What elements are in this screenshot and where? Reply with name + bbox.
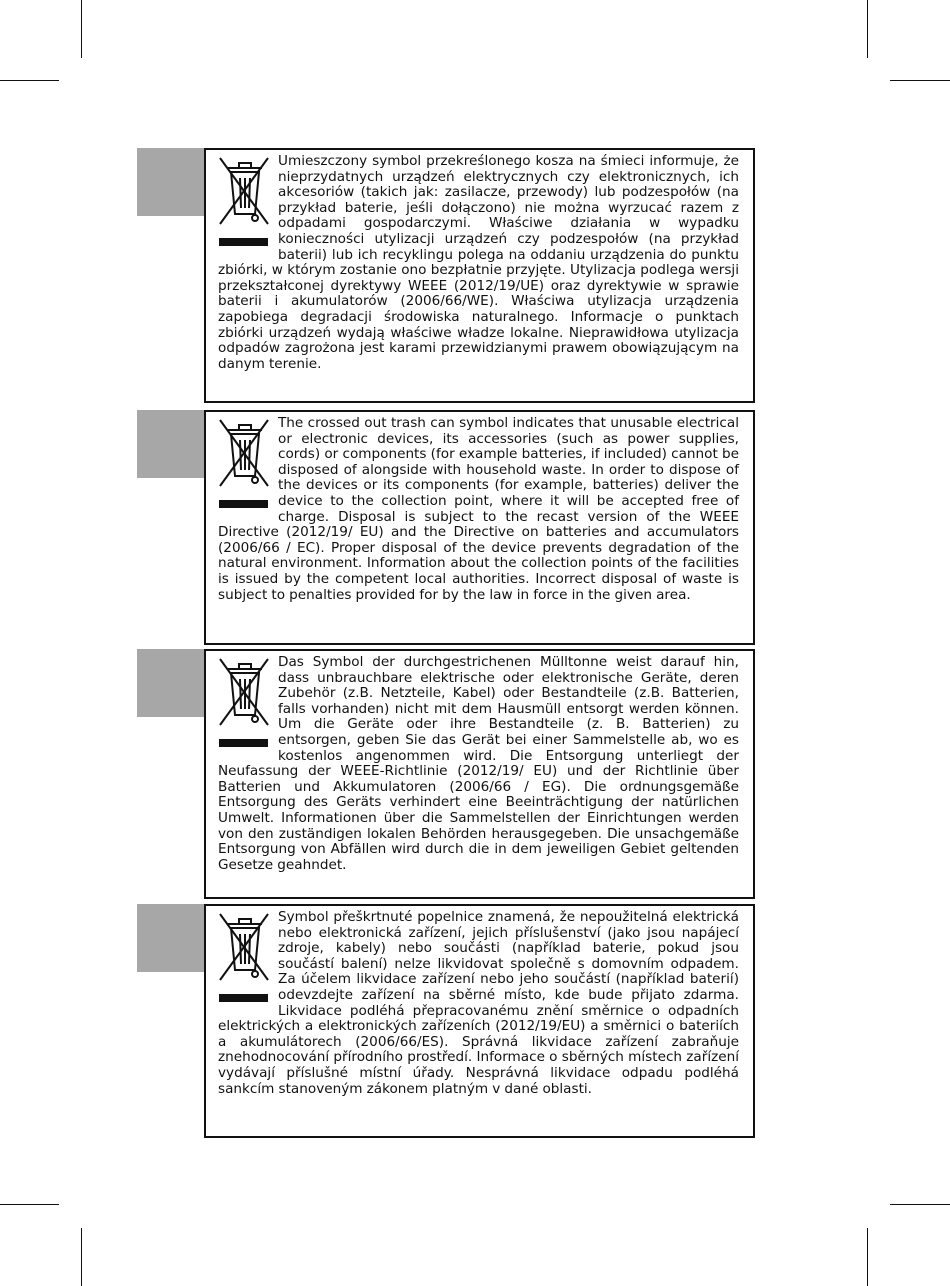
- notice-text: The crossed out trash can symbol indicates that unusable electrical or electronic devices, its accessories (such as power supplies, cords) or components (for example batteries, if included) cannot be disposed of alongside with household waste. In order to dispose of the devices or its components (for example, batteries) deliver the device to the collection point, where it will be accepted free of charge. Disposal is subject to the recast version of the WEEE Directive (2012/19/ EU) and the Directive on batteries and accumulators (2006/66 / EC). Proper disposal of the device prevents degradation of the natural environment. Information about the collection points of the facilities is issued by the competent local authorities. Incorrect disposal of waste is subject to penalties provided for by the law in force in the given area.: [218, 415, 739, 603]
- weee-icon: [218, 416, 274, 510]
- crop-mark: [867, 0, 868, 58]
- weee-icon: [218, 154, 274, 248]
- crop-mark: [867, 1228, 868, 1286]
- crop-mark: [81, 0, 82, 58]
- weee-icon: [218, 910, 274, 1004]
- notice-text: Symbol přeškrtnuté popelnice znamená, že nepoužitelná elektrická nebo elektronická zařízení, jejich příslušenství (jako jsou napájecí zdroje, kabely) nebo součásti (například baterie, pokud jsou součástí balení) nelze likvidovat společně s domovním odpadem. Za účelem likvidace zařízení nebo jeho součástí (například baterií) odevzdejte zařízení na sběrné místo, kde bude přijato zdarma. Likvidace podléhá přepracovanému znění směrnice o odpadních elektrických a elektronických zařízeních (2012/19/EU) a směrnici o bateriích a akumulátorech (2006/66/ES). Správná likvidace zařízení zabraňuje znehodnocování přírodního prostředí. Informace o sběrných místech zařízení vydávají příslušné místní úřady. Nesprávná likvidace odpadu podléhá sankcím stanoveným zákonem platným v dané oblasti.: [218, 909, 739, 1097]
- crop-mark: [0, 80, 59, 81]
- language-tab: [137, 410, 205, 478]
- notice-box-en: [204, 410, 755, 645]
- notice-text: Umieszczony symbol przekreślonego kosza na śmieci informuje, że nieprzydatnych urządzeń elektrycznych czy elektronicznych, ich akcesoriów (takich jak: zasilacze, przewody) lub podzespołów (na przykład baterie, jeśli dołączono) nie można wyrzucać razem z odpadami gospodarczymi. Właściwe działania w wypadku konieczności utylizacji urządzeń czy podzespołów (na przykład baterii) lub ich recyklingu polega na oddaniu urządzenia do punktu zbiórki, w którym zostanie ono bezpłatnie przyjęte. Utylizacja podlega wersji przekształconej dyrektywy WEEE (2012/19/UE) oraz dyrektywie w sprawie baterii i akumulatorów (2006/66/WE). Właściwa utylizacja urządzenia zapobiega degradacji środowiska naturalnego. Informacje o punktach zbiórki urządzeń wydają właściwe władze lokalne. Nieprawidłowa utylizacja odpadów zagrożona jest karami przewidzianymi prawem obowiązującym na danym terenie.: [218, 153, 739, 372]
- notice-box-pl: [204, 148, 755, 403]
- notice-box-de: [204, 649, 755, 899]
- language-tab: [137, 904, 205, 972]
- crop-mark: [890, 80, 950, 81]
- language-tab: [137, 649, 205, 717]
- crop-mark: [81, 1228, 82, 1286]
- notice-text: Das Symbol der durchgestrichenen Mülltonne weist darauf hin, dass unbrauchbare elektrische oder elektronische Geräte, deren Zubehör (z.B. Netzteile, Kabel) oder Bestandteile (z.B. Batterien, falls vorhanden) nicht mit dem Hausmüll entsorgt werden können. Um die Geräte oder ihre Bestandteile (z. B. Batterien) zu entsorgen, geben Sie das Gerät bei einer Sammelstelle ab, wo es kostenlos angenommen wird. Die Entsorgung unterliegt der Neufassung der WEEE-Richtlinie (2012/19/ EU) und der Richtlinie über Batterien und Akkumulatoren (2006/66 / EG). Die ordnungsgemäße Entsorgung des Geräts verhindert eine Beeinträchtigung der natürlichen Umwelt. Informationen über die Sammelstellen der Einrichtungen werden von den zuständigen lokalen Behörden herausgegeben. Die unsachgemäße Entsorgung von Abfällen wird durch die in dem jeweiligen Gebiet geltenden Gesetze geahndet.: [218, 654, 739, 873]
- weee-icon: [218, 655, 274, 749]
- crop-mark: [0, 1204, 59, 1205]
- language-tab: [137, 148, 205, 216]
- crop-mark: [890, 1204, 950, 1205]
- notice-box-cs: [204, 904, 755, 1138]
